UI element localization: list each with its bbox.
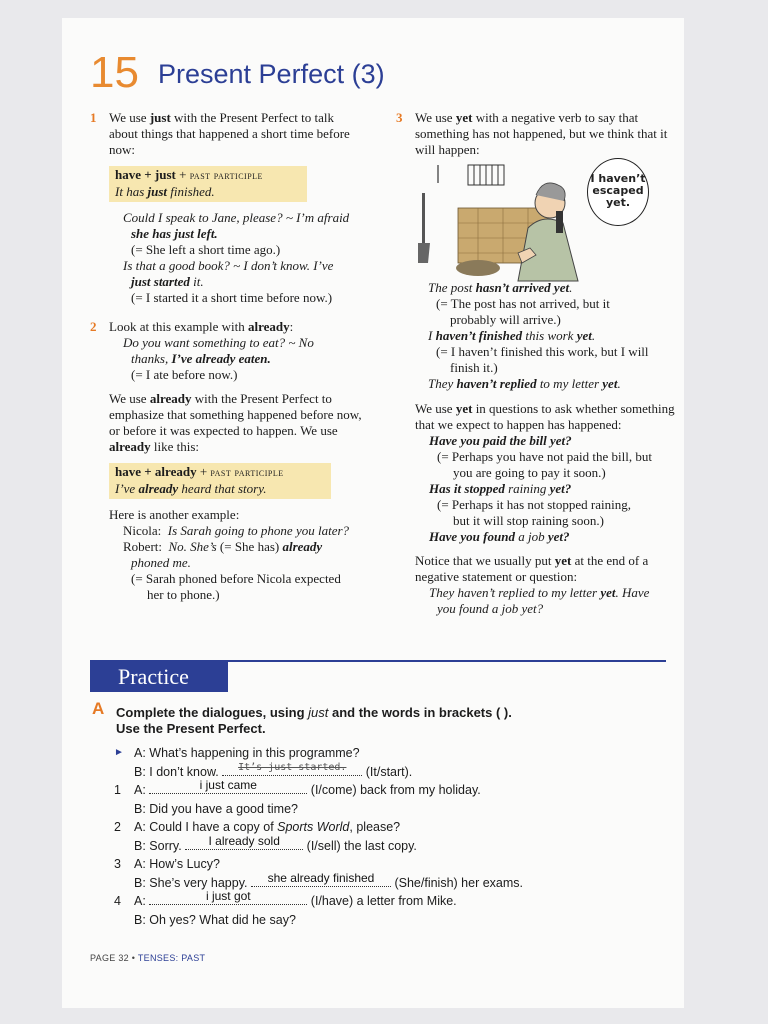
textbook-page <box>62 18 684 1008</box>
example-answer-field: It’s just started. <box>222 763 362 776</box>
speech-bubble: I haven’t escaped yet. <box>587 158 649 226</box>
unit-number: 15 <box>90 48 139 97</box>
answer-field-3[interactable]: she already finished <box>251 874 391 887</box>
section-3-questions: We use yet in questions to ask whether something that we expect to happen has happened: Have you paid the bill yet? (= Perhaps you have not paid the bill, but you are going to pay it soon.) Has it stopped raining yet? (= Perhaps it has not stopped raining, but it will stop raining soon.) Have you found a job yet? Notice that we usually put yet at the end of a negative statement or question: They haven’t replied to my letter yet. Have you found a job yet? <box>415 401 675 616</box>
formula-box-already: have + already + past participle I’ve already heard that story. <box>109 463 331 499</box>
exercise-instructions: Complete the dialogues, using just and the words in brackets ( ). Use the Present Perfect. <box>116 705 512 736</box>
example-line-b: B: I don’t know. It’s just started. (It/start). <box>134 761 413 779</box>
question-3-a: 3 A: How’s Lucy? <box>114 857 220 871</box>
section-2-number: 2 <box>90 319 97 334</box>
exercise-letter: A <box>92 699 105 718</box>
section-3-number: 3 <box>396 110 403 125</box>
example-line-a: ► A: What’s happening in this programme? <box>114 744 634 763</box>
question-2-a: 2 A: Could I have a copy of Sports World, please? <box>114 820 401 834</box>
formula-box-just: have + just + past participle It has just finished. <box>109 166 307 202</box>
answer-field-4[interactable]: i just got <box>149 892 307 905</box>
section-2: Look at this example with already: Do you want something to eat? ~ No thanks, I’ve already eaten. (= I ate before now.) We use already with the Present Perfect to emphasize that something happened before now, or before it was expected to happen. We use already like this: have + already + past participle I’ve already heard that story. Here is another example: Nicola: Is Sarah going to phone you later? Robert: No. She’s (= She has) already phoned me. (= Sarah phoned before Nicola expected her to phone.) <box>109 319 362 602</box>
section-1-number: 1 <box>90 110 97 125</box>
section-1: We use just with the Present Perfect to talk about things that happened a short time before now: have + just + past participle It has just finished. Could I speak to Jane, please? ~ I’m afraid she has just left. (= She left a short time ago.) Is that a good book? ~ I don’t know. I’ve just started it. (= I started it a short time before now.) <box>109 110 359 306</box>
section-1-intro: We use just with the Present Perfect to talk about things that happened a short time before now: <box>109 110 350 157</box>
prisoner-illustration <box>418 163 588 283</box>
section-3-body: The post hasn’t arrived yet. (= The post has not arrived, but it probably will arrive.) I haven’t finished this work yet. (= I haven’t finished this work, but I will finish it.) They haven’t replied to my letter yet. <box>428 280 649 391</box>
exercise-lines <box>114 744 634 929</box>
practice-heading: Practice <box>90 662 228 692</box>
example-arrow-icon: ► <box>114 747 124 758</box>
page-footer: PAGE 32 • TENSES: PAST <box>90 953 206 963</box>
unit-title: Present Perfect (3) <box>158 59 385 89</box>
question-2-b: B: Sorry. I already sold (I/sell) the last copy. <box>134 833 417 853</box>
answer-field-1[interactable]: i just came <box>149 781 307 794</box>
answer-field-2[interactable]: I already sold <box>185 837 303 850</box>
question-1-b: B: Did you have a good time? <box>134 801 298 816</box>
question-4-b: B: Oh yes? What did he say? <box>134 912 296 927</box>
section-3-intro: We use yet with a negative verb to say that something has not happened, but we think that it will happen: <box>415 110 668 157</box>
question-4-a: 4 A: i just got (I/have) a letter from Mike. <box>114 889 457 908</box>
question-3-b: B: She’s very happy. she already finished (She/finish) her exams. <box>134 870 523 890</box>
question-1-a: 1 A: i just came (I/come) back from my holiday. <box>114 778 481 797</box>
